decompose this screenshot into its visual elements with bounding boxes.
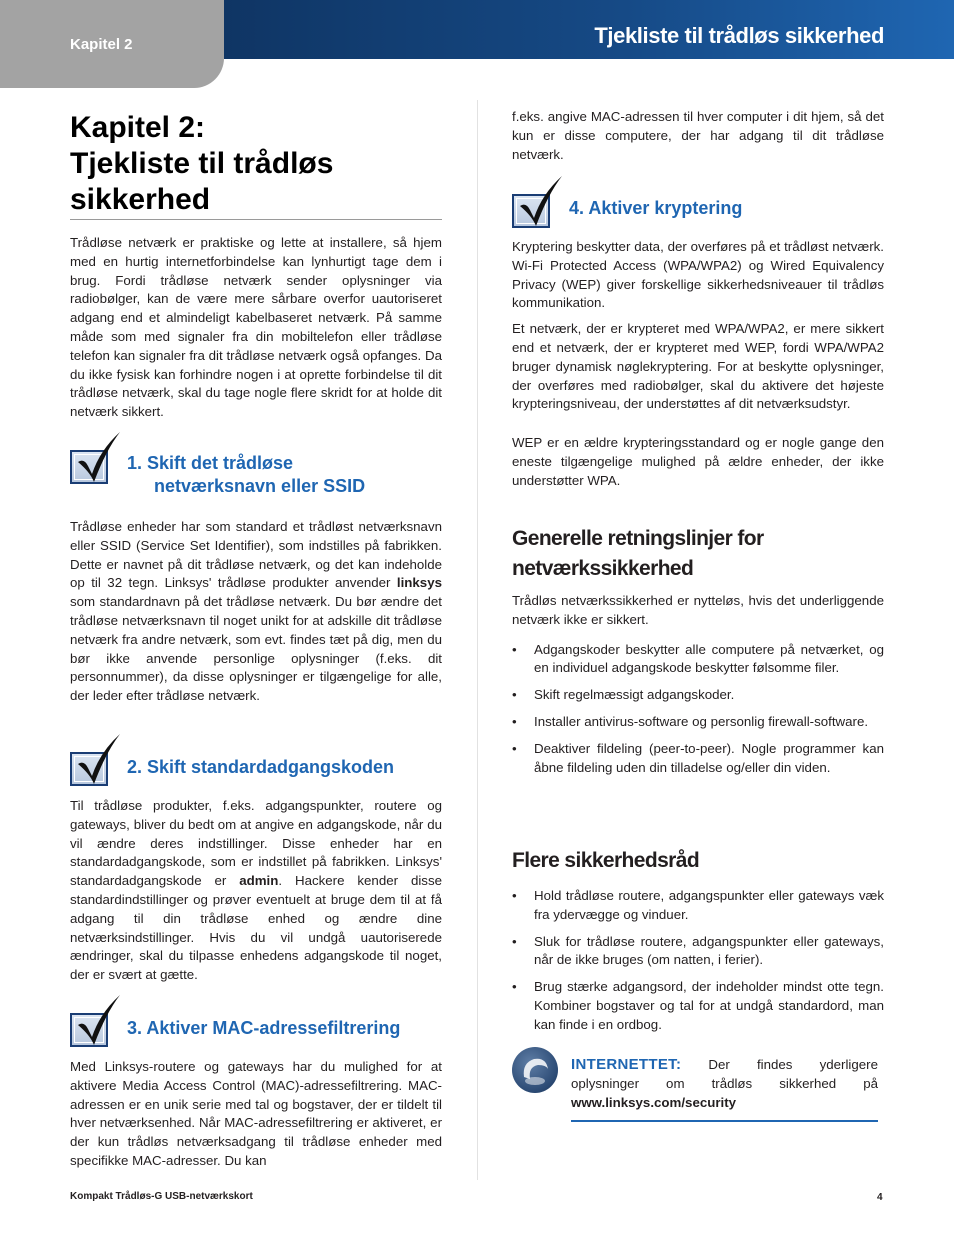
guidelines-title: Generelle retningslinjer for netværkssikkerhed	[512, 527, 764, 580]
section-2-body	[70, 797, 442, 985]
list-item: • Hold trådløse routere, adgangspunkter eller gateways væk fra ydervægge og vinduer.	[512, 887, 884, 925]
section-1-title: 1. Skift det trådløse netværksnavn eller SSID	[127, 453, 366, 496]
internet-note-text: INTERNETTET: Der findes yderligere oplysninger om trådløs sikkerhed på www.linksys.com/security	[571, 1056, 878, 1110]
chapter-tab	[0, 0, 224, 88]
chapter-tab-label: Kapitel 2	[70, 36, 133, 53]
tips-title: Flere sikkerhedsråd	[512, 849, 700, 872]
header-bar	[224, 0, 954, 59]
section-3-paragraph: Med Linksys-routere og gateways har du mulighed for at aktivere Media Access Control (MAC)-adressefiltrering. MAC-adressen er en unik serie med tal og bogstaver, der er tildelt til hver netværksenhed. Når MAC-adressefiltrering er aktiveret, er der kun trådløs netværksadgang til trådløse enheder med specifikke MAC-adresser. Du kan	[70, 1059, 442, 1168]
guidelines-intro: Trådløs netværkssikkerhed er nytteløs, hvis det underliggende netværk ikke er sikkert.	[512, 593, 884, 627]
section-2-paragraph: Til trådløse produkter, f.eks. adgangspunkter, routere og gateways, bliver du bedt om at angive en adgangskode, når du vil ændre deres indstillinger. Disse enheder har en standardadgangskode, som er indstillet på fabrikken. Linksys' standardadgangskode er admin. Hackere kender disse standardindstillinger og prøver eventuelt at bruge dem til at få adgang til din trådløse enhed og ændre dine netværksindstillinger. Hvis du vil undgå uautoriserede ændringer, skal du tilpasse enhedens adgangskode til noget, der er svært at gætte.	[70, 798, 442, 983]
section-4-body	[512, 238, 884, 491]
section-4-title: 4. Aktiver kryptering	[569, 198, 743, 218]
chapter-title: Kapitel 2: Tjekliste til trådløs sikkerhed	[70, 111, 334, 216]
section-3-body	[70, 1058, 442, 1171]
tips-body	[512, 887, 884, 1043]
footer-product: Kompakt Trådløs-G USB-netværkskort	[70, 1191, 253, 1202]
list-item: • Adgangskoder beskytter alle computere på netværket, og en individuel adgangskode beskytter følsomme filer.	[512, 641, 884, 679]
section-3-title: 3. Aktiver MAC-adressefiltrering	[127, 1018, 401, 1038]
internet-note	[571, 1055, 878, 1112]
checkmark-icon	[74, 428, 124, 484]
section-3-continued-paragraph: f.eks. angive MAC-adressen til hver computer i dit hjem, så det kun er disse computere, der har adgang til dit trådløse netværk.	[512, 109, 884, 162]
tips-list	[512, 887, 884, 1035]
list-item: • Skift regelmæssigt adgangskoder.	[512, 686, 884, 705]
list-item: • Installer antivirus-software og personlig firewall-software.	[512, 713, 884, 732]
list-item: • Brug stærke adgangsord, der indeholder mindst otte tegn. Kombiner bogstaver og tal for at undgå standardord, man kan finde i en ordbog.	[512, 978, 884, 1034]
internet-note-rule	[571, 1120, 878, 1122]
intro-block	[70, 234, 442, 422]
checkmark-icon	[516, 172, 566, 228]
section-1-heading	[70, 450, 442, 502]
section-4-paragraph-1: Kryptering beskytter data, der overføres på et trådløst netværk. Wi-Fi Protected Access (WPA/WPA2) og Wired Equivalency Privacy (WEP) giver forskellige sikkerhedsniveauer til trådløs kommunikation.	[512, 239, 884, 311]
security-link[interactable]: www.linksys.com/security	[571, 1095, 737, 1110]
section-1-paragraph: Trådløse enheder har som standard et trådløst netværksnavn eller SSID (Service Set Identifier), som indstilles på fabrikken. Dette er navnet på dit trådløse netværk, og det kan indeholde op til 32 tegn. Linksys' trådløse produkter anvender linksys som standardnavn på det trådløse netværk. Du bør ændre det trådløse netværksnavn til noget unikt for at adskille dit trådløse netværk fra andre netværk, som evt. findes tæt på dig, men du bør ikke anvende personlige oplysninger (f.eks. dit personnummer), da disse oplysninger er tilgængelige for alle, der leder efter trådløse netværk.	[70, 519, 442, 704]
section-4-paragraph-2: Et netværk, der er krypteret med WPA/WPA2, er mere sikkert end et netværk, der er krypteret med WEP, fordi WPA/WPA2 bruger dynamisk nøglekryptering. For at beskytte oplysninger, der overføres med radiobølger, skal du aktivere det højeste krypteringsniveau, der understøttes af dit netværksudstyr.	[512, 321, 884, 412]
section-4-paragraph-3: WEP er en ældre krypteringsstandard og er nogle gange den eneste tilgængelige mulighed på ældre enheder, der ikke understøtter WPA.	[512, 435, 884, 488]
section-3-continued	[512, 108, 884, 164]
list-item: • Deaktiver fildeling (peer-to-peer). Nogle programmer kan åbne fildeling uden din tilladelse og/eller din viden.	[512, 740, 884, 778]
list-item: • Sluk for trådløse routere, adgangspunkter eller gateways, når de ikke bruges (om natten, i ferier).	[512, 933, 884, 971]
page-number: 4	[877, 1192, 883, 1203]
checkmark-icon	[74, 730, 124, 786]
intro-paragraph: Trådløse netværk er praktiske og lette at installere, så hjem med en hurtig internetforbindelse kan lynhurtigt tage dem i brug. Fordi trådløse netværk sender oplysninger via radiobølger, kan de være mere sårbare overfor uautoriseret adgang end et almindeligt kabelbaseret netværk. På samme måde som med signaler fra din mobiltelefon eller trådløse telefon kan signaler fra dit trådløse netværk også opfanges. Da du ikke fysisk kan forhindre nogen i at oprette forbindelse til dit trådløse netværk, skal du tage nogle flere skridt for at holde dit netværk sikkert.	[70, 235, 442, 420]
section-2-title: 2. Skift standardadgangskoden	[127, 757, 395, 777]
guidelines-list	[512, 641, 884, 778]
guidelines-body	[512, 592, 884, 785]
column-divider	[477, 100, 478, 1180]
running-title: Tjekliste til trådløs sikkerhed	[594, 23, 884, 48]
checkmark-icon	[74, 991, 124, 1047]
title-rule	[70, 219, 442, 220]
internet-globe-icon	[512, 1047, 558, 1093]
section-1-body	[70, 518, 442, 706]
